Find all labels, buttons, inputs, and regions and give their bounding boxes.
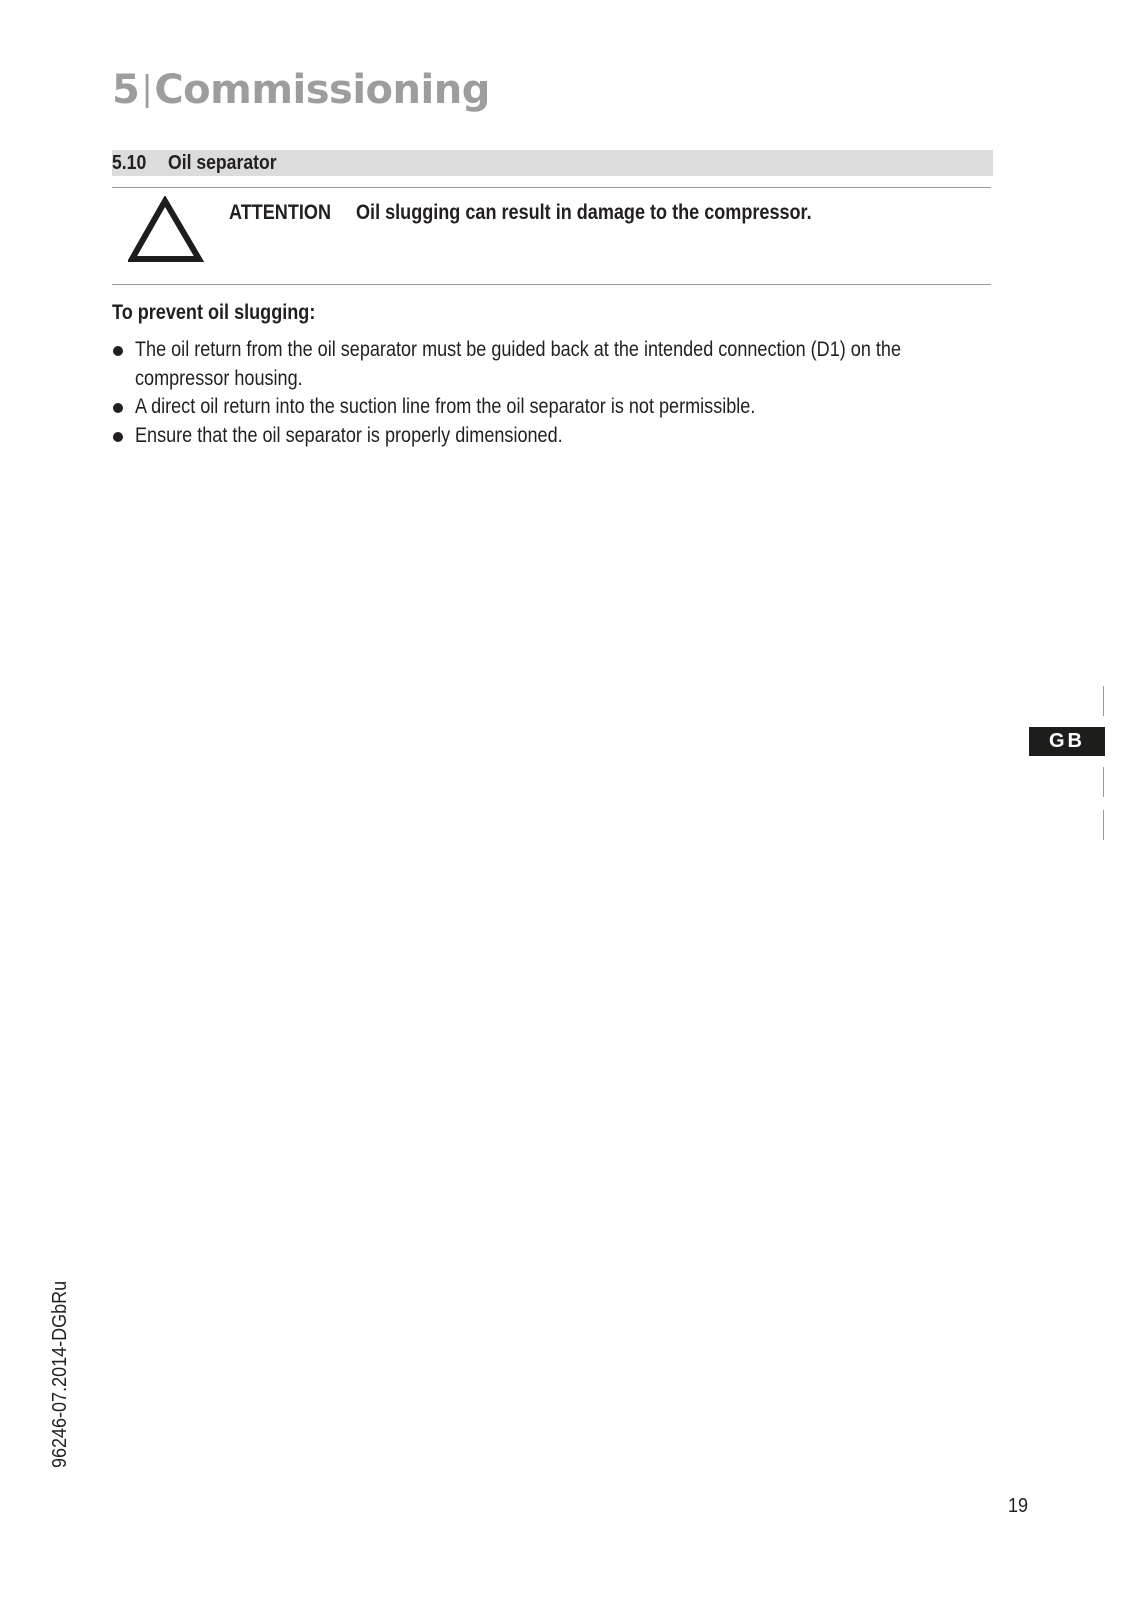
list-item-text: A direct oil return into the suction line from the oil separator is not permissible. — [135, 395, 756, 418]
chapter-number: 5 — [112, 67, 140, 113]
section-heading-bar — [112, 150, 993, 176]
side-tab-tick — [1103, 810, 1104, 840]
side-tab-tick — [1103, 686, 1104, 716]
list-item-text: Ensure that the oil separator is properly dimensioned. — [135, 423, 563, 447]
bullet-icon — [113, 403, 123, 413]
chapter-header — [112, 62, 490, 120]
list-item-line: The oil return from the oil separator must be guided back at the intended connection (D1) on the — [135, 338, 901, 361]
document-code: 96246-07.2014-DGbRu — [49, 1280, 71, 1468]
list-item-line: compressor housing. — [135, 366, 303, 390]
prevention-list — [112, 336, 1112, 450]
page-number: 19 — [1008, 1495, 1029, 1517]
list-item — [112, 393, 1112, 422]
section-number: 5.10 — [112, 152, 147, 174]
warning-triangle-icon — [128, 196, 204, 264]
chapter-separator: | — [141, 69, 153, 109]
side-tab-tick — [1103, 767, 1104, 797]
bullet-icon — [113, 432, 123, 442]
language-tab: GB — [1029, 727, 1105, 756]
list-item-text — [135, 336, 995, 393]
prevention-heading: To prevent oil slugging: — [112, 301, 316, 324]
list-item — [112, 336, 1112, 393]
warning-bottom-rule — [112, 284, 991, 285]
section-title: Oil separator — [168, 152, 277, 174]
list-item — [112, 422, 1112, 451]
chapter-title: Commissioning — [154, 67, 490, 113]
attention-label: ATTENTION — [229, 201, 332, 224]
attention-text: Oil slugging can result in damage to the compressor. — [356, 201, 812, 224]
warning-top-rule — [112, 187, 991, 188]
bullet-icon — [113, 346, 123, 356]
